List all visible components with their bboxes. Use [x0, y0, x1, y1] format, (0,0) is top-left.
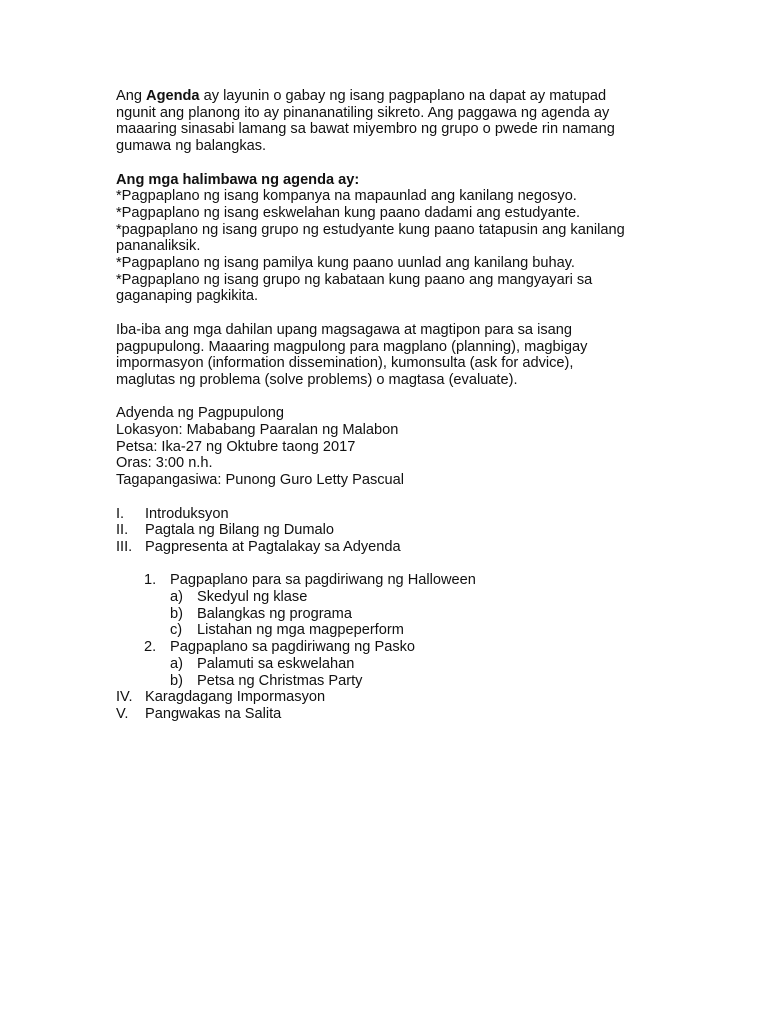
agenda-item-iii [116, 539, 664, 556]
example-line: *Pagpaplano ng isang pamilya kung paano uunlad ang kanilang buhay. [116, 255, 575, 272]
agenda-subitem-1 [116, 572, 664, 589]
example-line: gaganaping pagkikita. [116, 288, 258, 305]
spacer [116, 389, 664, 406]
item-number: b) [170, 672, 183, 689]
item-number: a) [170, 589, 183, 606]
reasons-line: Iba-iba ang mga dahilan upang magsagawa at magtipon para sa isang [116, 321, 572, 338]
reasons-line: maglutas ng problema (solve problems) o magtasa (evaluate). [116, 371, 518, 388]
intro-line-1: Ang Agenda ay layunin o gabay ng isang pagpaplano na dapat ay matupad [116, 88, 607, 104]
item-number: IV. [116, 689, 133, 706]
spacer [116, 556, 664, 573]
item-text: Pagpresenta at Pagtalakay sa Adyenda [145, 538, 401, 555]
item-text: Pangwakas na Salita [145, 705, 282, 722]
item-text: Pagtala ng Bilang ng Dumalo [145, 522, 335, 539]
meeting-chair: Tagapangasiwa: Punong Guro Letty Pascual [116, 472, 405, 489]
agenda-list [116, 506, 664, 723]
intro-line-4: gumawa ng balangkas. [116, 138, 267, 155]
examples-section [116, 172, 664, 306]
agenda-subitem-1c [116, 622, 664, 639]
item-text: Karagdagang Impormasyon [145, 689, 326, 706]
reasons-line: pagpupulong. Maaaring magpulong para magplano (planning), magbigay [116, 338, 588, 355]
document-page [116, 88, 664, 723]
item-number: II. [116, 522, 129, 539]
example-line: pananaliksik. [116, 238, 201, 255]
agenda-item-ii [116, 522, 664, 539]
meeting-details [116, 405, 664, 489]
item-number: c) [170, 622, 183, 639]
item-number: 1. [144, 572, 157, 589]
item-number: b) [170, 605, 183, 622]
example-line: *pagpaplano ng isang grupo ng estudyante kung paano tatapusin ang kanilang [116, 221, 625, 238]
meeting-time: Oras: 3:00 n.h. [116, 455, 213, 472]
item-text: Pagpaplano para sa pagdiriwang ng Halloween [170, 572, 476, 589]
reasons-paragraph [116, 322, 664, 389]
item-text: Introduksyon [145, 505, 229, 522]
examples-heading: Ang mga halimbawa ng agenda ay: [116, 171, 360, 188]
meeting-date: Petsa: Ika-27 ng Oktubre taong 2017 [116, 438, 356, 455]
intro-line-2: ngunit ang planong ito ay pinananatiling sikreto. Ang paggawa ng agenda ay [116, 104, 610, 121]
spacer [116, 305, 664, 322]
meeting-location: Lokasyon: Mababang Paaralan ng Malabon [116, 422, 399, 439]
spacer [116, 155, 664, 172]
intro-line-3: maaaring sinasabi lamang sa bawat miyembro ng grupo o pwede rin namang [116, 121, 615, 138]
item-text: Listahan ng mga magpeperform [197, 622, 404, 639]
item-number: V. [116, 705, 129, 722]
item-text: Petsa ng Christmas Party [197, 672, 363, 689]
agenda-subitem-2 [116, 639, 664, 656]
example-line: *Pagpaplano ng isang kompanya na mapaunlad ang kanilang negosyo. [116, 188, 577, 205]
intro-paragraph [116, 88, 664, 155]
agenda-item-i [116, 506, 664, 523]
item-number: III. [116, 538, 133, 555]
item-text: Skedyul ng klase [197, 589, 308, 606]
spacer [116, 489, 664, 506]
item-number: a) [170, 655, 183, 672]
meeting-title: Adyenda ng Pagpupulong [116, 405, 284, 422]
example-line: *Pagpaplano ng isang eskwelahan kung paano dadami ang estudyante. [116, 204, 581, 221]
agenda-bold-word: Agenda [146, 88, 200, 104]
item-text: Palamuti sa eskwelahan [197, 655, 355, 672]
agenda-subitem-2a [116, 656, 664, 673]
agenda-item-iv [116, 689, 664, 706]
example-line: *Pagpaplano ng isang grupo ng kabataan kung paano ang mangyayari sa [116, 271, 593, 288]
agenda-subitem-1b [116, 606, 664, 623]
reasons-line: impormasyon (information dissemination), kumonsulta (ask for advice), [116, 355, 574, 372]
agenda-item-v [116, 706, 664, 723]
agenda-subitem-2b [116, 673, 664, 690]
item-text: Balangkas ng programa [197, 605, 352, 622]
item-text: Pagpaplano sa pagdiriwang ng Pasko [170, 639, 416, 656]
item-number: I. [116, 505, 125, 522]
item-number: 2. [144, 639, 157, 656]
agenda-subitem-1a [116, 589, 664, 606]
